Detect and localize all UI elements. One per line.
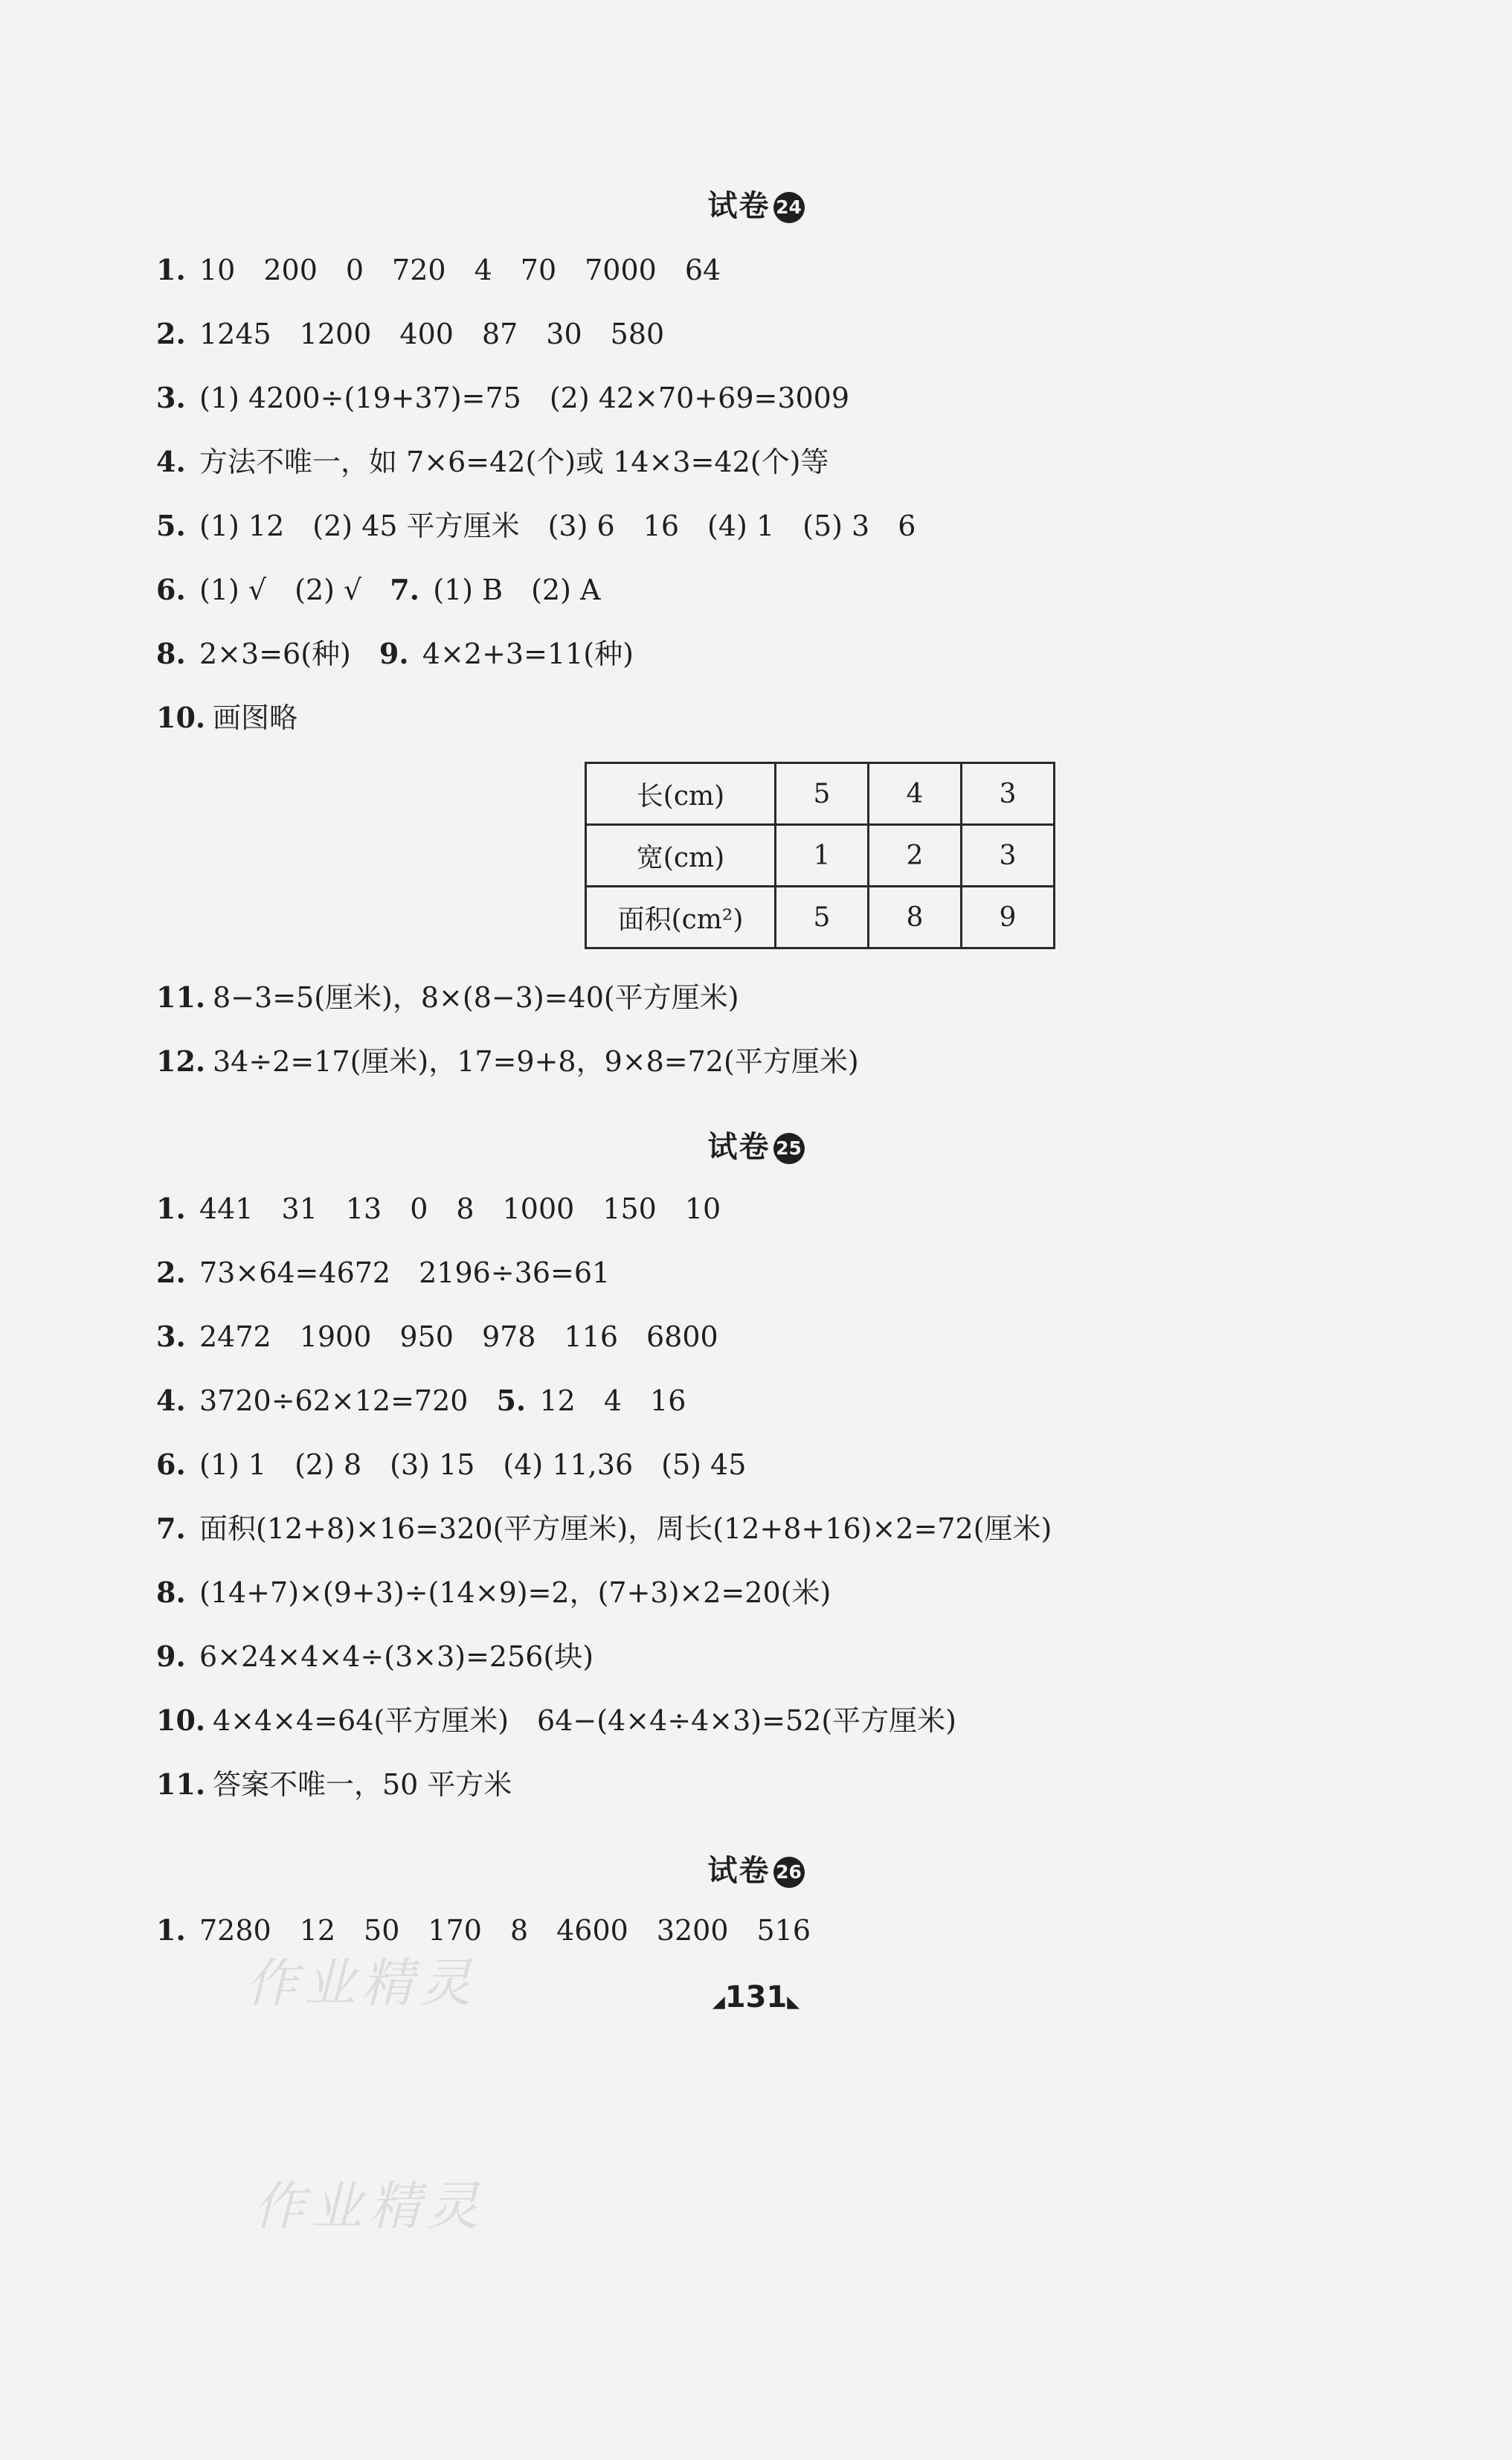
answer-line: 2. 73×64=4672 2196÷36=61 [156, 1256, 611, 1289]
cell: 3 [962, 825, 1055, 887]
left-corner-icon: ◢ [712, 1993, 725, 2011]
answer-line: 10. 4×4×4=64(平方厘米) 64−(4×4÷4×3)=52(平方厘米) [156, 1703, 956, 1737]
answer-line: 11. 答案不唯一，50 平方米 [156, 1767, 512, 1801]
section-title-25: 试卷 25 [0, 1123, 1512, 1166]
answer-line: 3. 2472 1900 950 978 116 6800 [156, 1320, 718, 1353]
answer-line: 1. 7280 12 50 170 8 4600 3200 516 [156, 1913, 811, 1947]
answer-line: 7. 面积(12+8)×16=320(平方厘米)，周长(12+8+16)×2=72(厘米) [156, 1512, 1052, 1545]
watermark: 作业精灵 [245, 1953, 477, 2014]
cell: 4 [869, 763, 962, 825]
answer-line: 8. 2×3=6(种) 9. 4×2+3=11(种) [156, 637, 634, 670]
answer-line: 10. 画图略 [156, 701, 298, 734]
answer-line: 3. (1) 4200÷(19+37)=75 (2) 42×70+69=3009 [156, 381, 850, 414]
cell: 2 [869, 825, 962, 887]
table-row [586, 825, 1055, 887]
section-title-26: 试卷 26 [0, 1847, 1512, 1889]
dimension-table [585, 762, 1055, 949]
badge-26: 26 [773, 1857, 805, 1888]
cell: 1 [776, 825, 869, 887]
badge-25: 25 [773, 1133, 805, 1164]
cell: 5 [776, 763, 869, 825]
badge-24: 24 [773, 192, 805, 223]
right-corner-icon: ◣ [787, 1993, 800, 2011]
answer-line: 8. (14+7)×(9+3)÷(14×9)=2，(7+3)×2=20(米) [156, 1576, 831, 1609]
answer-line: 5. (1) 12 (2) 45 平方厘米 (3) 6 16 (4) 1 (5) 3 6 [156, 509, 916, 542]
cell: 8 [869, 887, 962, 948]
row-label: 长(cm) [586, 763, 776, 825]
answer-line: 1. 441 31 13 0 8 1000 150 10 [156, 1192, 721, 1225]
table-row [586, 887, 1055, 948]
cell: 9 [962, 887, 1055, 948]
answer-line: 2. 1245 1200 400 87 30 580 [156, 317, 665, 350]
section-title-24: 试卷 24 [0, 182, 1512, 225]
answer-line: 4. 3720÷62×12=720 5. 12 4 16 [156, 1384, 686, 1417]
table-row [586, 763, 1055, 825]
row-label: 面积(cm²) [586, 887, 776, 948]
answer-line: 12. 34÷2=17(厘米)，17=9+8，9×8=72(平方厘米) [156, 1044, 859, 1078]
answer-line: 1. 10 200 0 720 4 70 7000 64 [156, 253, 721, 286]
answer-line: 9. 6×24×4×4÷(3×3)=256(块) [156, 1640, 594, 1673]
cell: 3 [962, 763, 1055, 825]
watermark: 作业精灵 [253, 2176, 485, 2237]
page-number: ◢131◣ [712, 1980, 800, 2014]
cell: 5 [776, 887, 869, 948]
answer-line: 11. 8−3=5(厘米)，8×(8−3)=40(平方厘米) [156, 980, 739, 1014]
answer-line: 4. 方法不唯一，如 7×6=42(个)或 14×3=42(个)等 [156, 445, 829, 478]
row-label: 宽(cm) [586, 825, 776, 887]
answer-line: 6. (1) 1 (2) 8 (3) 15 (4) 11,36 (5) 45 [156, 1448, 747, 1481]
answer-line: 6. (1) √ (2) √ 7. (1) B (2) A [156, 573, 601, 606]
